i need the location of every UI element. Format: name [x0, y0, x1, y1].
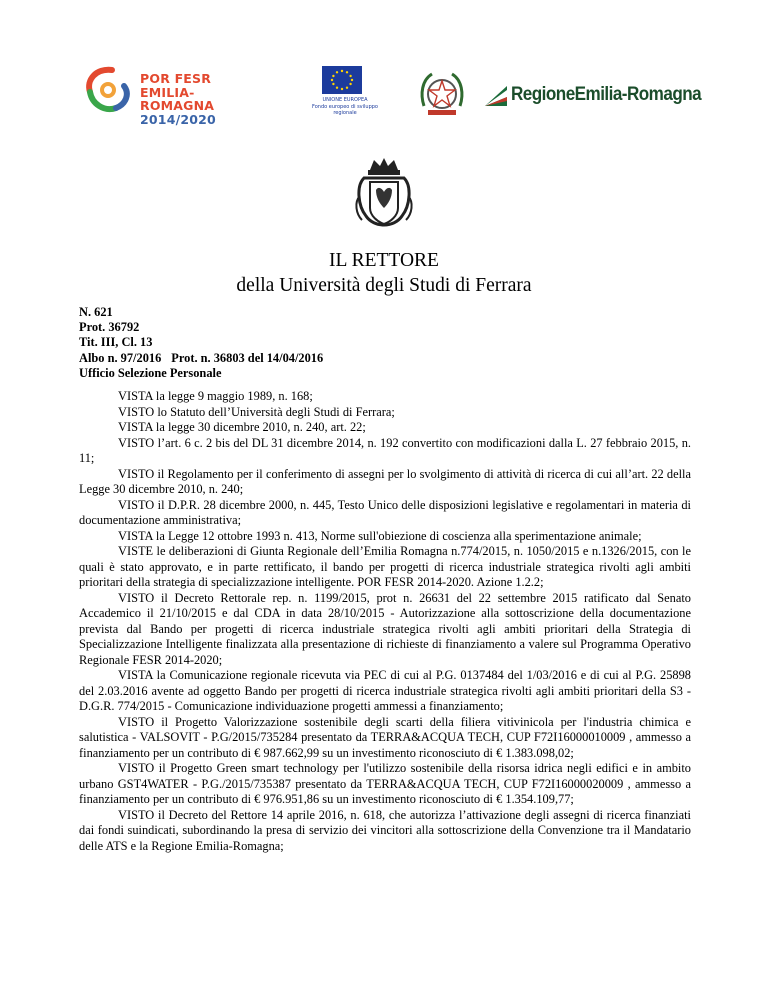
paragraph: VISTA la Legge 12 ottobre 1993 n. 413, Norme sull'obiezione di coscienza alla sperimentazione animale; — [118, 528, 642, 543]
eu-logo — [300, 66, 390, 124]
paragraph: VISTO l’art. 6 c. 2 bis del DL 31 dicembre 2014, n. 192 convertito con modificazioni dalla L. 27 febbraio 2015, n. 11; — [79, 435, 691, 465]
paragraph: VISTA la legge 30 dicembre 2010, n. 240, art. 22; — [118, 420, 366, 434]
eu-line1: UNIONE EUROPEA — [322, 97, 368, 103]
paragraph: VISTO lo Statuto dell’Università degli Studi di Ferrara; — [118, 404, 395, 419]
ref-albo-prot: Prot. n. 36803 del 14/04/2016 — [171, 350, 324, 365]
logo-band — [70, 62, 702, 127]
reference-block — [79, 305, 323, 381]
paragraph: VISTE le deliberazioni di Giunta Regionale dell’Emilia Romagna n.774/2015, n. 1050/2015 e n.1326/2015, con le quali è stato approvato, e in parte rettificato, il bando per progetti di ricerca industriale strategica rivolti agli ambiti prioritari della strategia di specializzazione intelligente. POR FESR 2014-2020. Azione 1.2.2; — [79, 544, 691, 589]
paragraph: VISTO il Decreto Rettorale rep. n. 1199/2015, prot n. 26631 del 22 settembre 2015 ratificato dal Senato Accademico il 21/10/2015 e dal CDA in data 28/10/2015 - Autorizzazione alla sottoscrizione della documentazione prevista dal Bando per progetti di ricerca industriale strategica rivolti agli ambiti prioritari della Strategia di Specializzazione Intelligente finalizzata alla presentazione di richieste di finanziamento a valere sul Programma Operativo Regionale FESR 2014-2020; — [79, 590, 691, 667]
paragraph: VISTO il D.P.R. 28 dicembre 2000, n. 445, Testo Unico delle disposizioni legislative e regolamentari in materia di documentazione amministrativa; — [79, 497, 691, 527]
eu-line2: Fondo europeo di sviluppo regionale — [312, 103, 378, 116]
regione-emilia-romagna-logo — [485, 84, 702, 112]
paragraph: VISTA la legge 9 maggio 1989, n. 168; — [118, 389, 313, 403]
document-body — [79, 389, 691, 854]
ref-albo-line — [79, 351, 323, 366]
region-name: RegioneEmilia-Romagna — [511, 84, 702, 105]
por-line1: POR FESR — [140, 71, 212, 86]
por-line2: EMILIA-ROMAGNA — [140, 84, 215, 113]
university-crest-icon — [352, 156, 416, 236]
page-subtitle: della Università degli Studi di Ferrara — [236, 275, 532, 296]
ref-albo: Albo n. 97/2016 — [79, 350, 162, 365]
por-fesr-swirl-icon — [82, 64, 136, 120]
por-line3: 2014/2020 — [140, 111, 216, 127]
ref-office: Ufficio Selezione Personale — [79, 365, 222, 380]
ref-prot: Prot. 36792 — [79, 320, 140, 335]
eu-flag-icon — [322, 66, 362, 94]
paragraph: VISTO il Progetto Valorizzazione sostenibile degli scarti della filiera vitivinicola per l'industria chimica e salutistica - VALSOVIT - P.G/2015/735284 presentato da TERRA&ACQUA TECH, CUP F72I16000010009 , ammesso a finanziamento per un contributo di € 987.662,99 su un investimento riconosciuto di € 1.383.098,02; — [79, 714, 691, 760]
ref-number: N. 621 — [79, 305, 113, 319]
paragraph: VISTO il Progetto Green smart technology per l'utilizzo sostenibile della risorsa idrica negli edifici e in ambito urbano GST4WATER - P.G./2015/735387 presentato da TERRA&ACQUA TECH, CUP F72I16000020009 , ammesso a finanziamento per un contributo di € 976.951,86 su un investimento riconosciuto di € 1.354.109,77; — [79, 761, 691, 806]
paragraph: VISTO il Regolamento per il conferimento di assegni per lo svolgimento di attività di ricerca di cui all’art. 22 della Legge 30 dicembre 2010, n. 240; — [79, 466, 691, 496]
italian-republic-emblem-icon — [414, 66, 470, 122]
paragraph: VISTO il Decreto del Rettore 14 aprile 2016, n. 618, che autorizza l’attivazione degli assegni di ricerca finanziati dai fondi suindicati, subordinando la presa di servizio dei vincitori alla sottoscrizione della Convenzione tra il Mandatario delle ATS e la Regione Emilia-Romagna; — [79, 807, 691, 853]
page-title: IL RETTORE — [329, 250, 439, 271]
por-fesr-logo — [82, 64, 262, 127]
paragraph: VISTA la Comunicazione regionale ricevuta via PEC di cui al P.G. 0137484 del 1/03/2016 e di cui al P.G. 25898 del 2.03.2016 avente ad oggetto Bando per progetti di ricerca industriale strategica rivolti agli ambiti prioritari della S3 - D.G.R. 774/2015 - Comunicazione individuazione progetti ammessi a finanziamento; — [79, 668, 691, 713]
ref-tit: Tit. III, Cl. 13 — [79, 335, 153, 350]
region-flag-icon — [485, 86, 507, 106]
